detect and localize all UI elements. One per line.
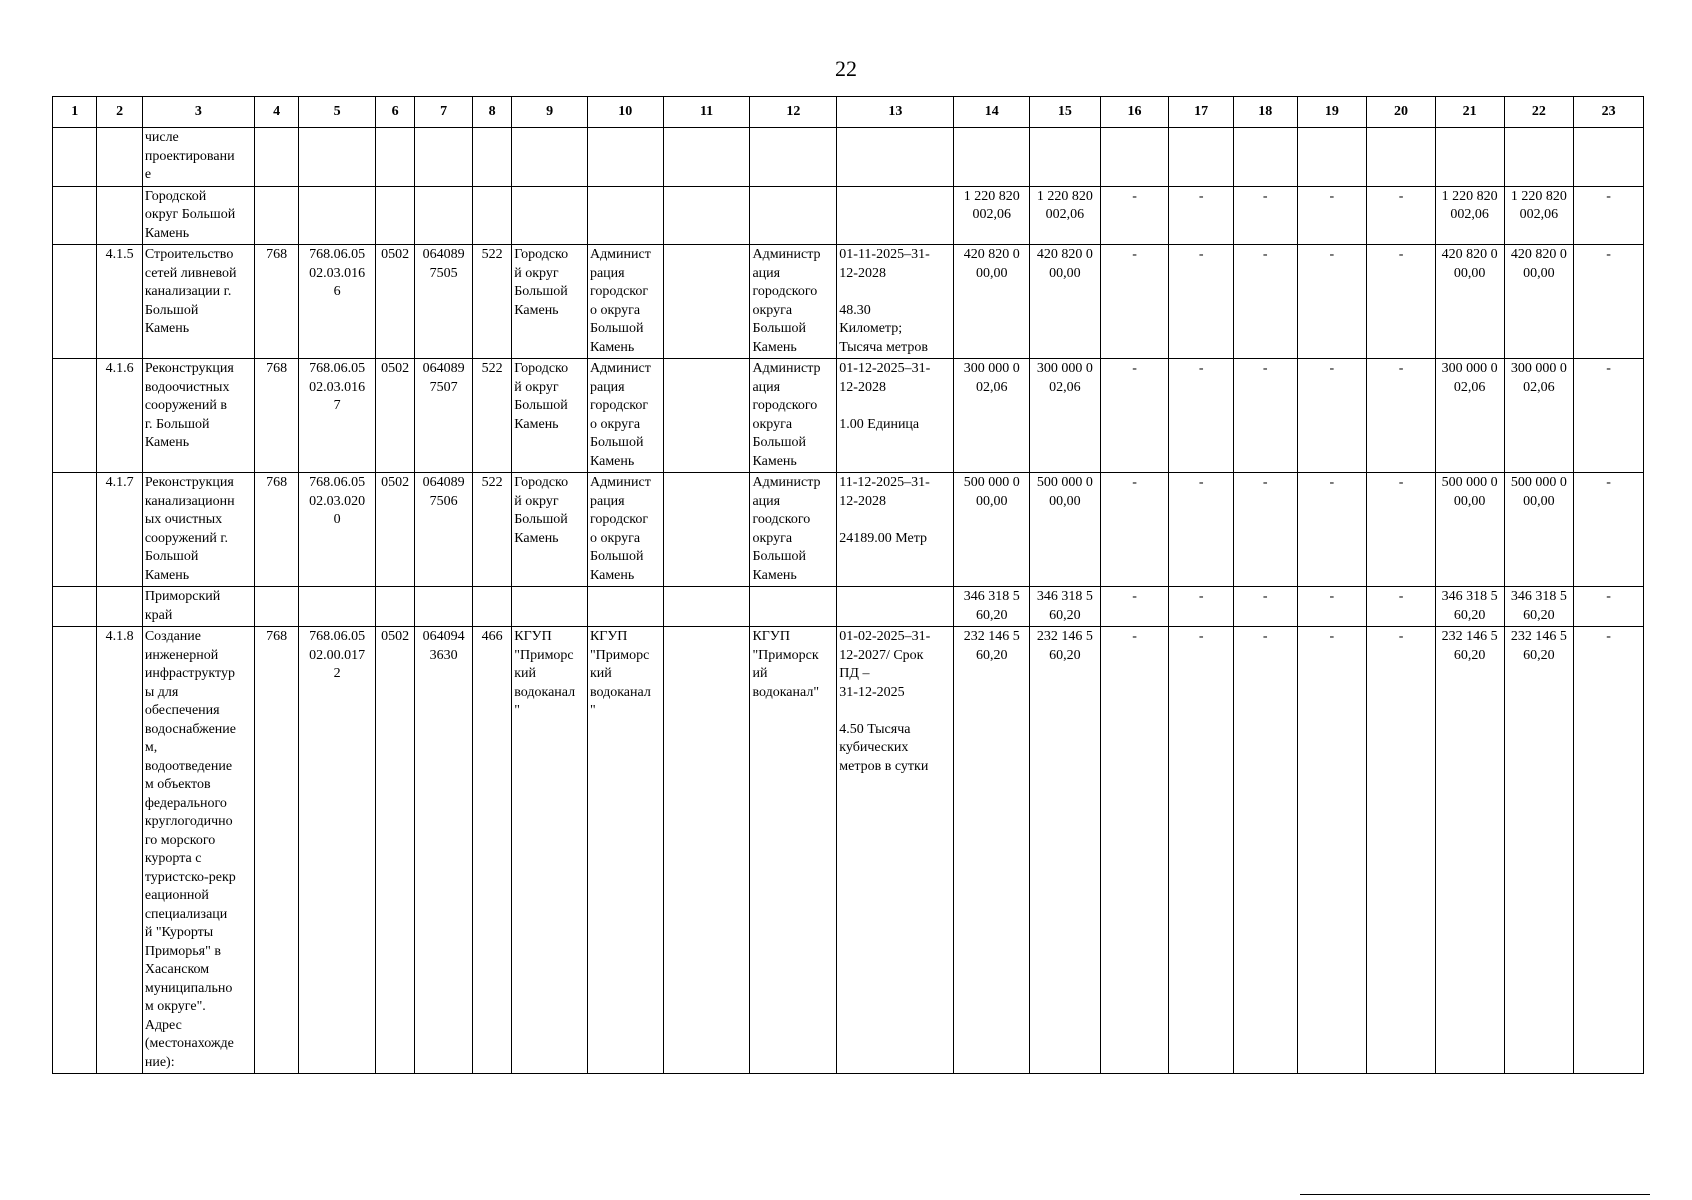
table-cell-col-11 [663,128,750,187]
table-row [53,473,1644,587]
table-cell-col-11 [663,245,750,359]
table-cell-col-8 [472,128,511,187]
table-cell-col-10: Админист рация городског о округа Большой Камень [587,359,663,473]
table-cell-col-15: 500 000 0 00,00 [1030,473,1101,587]
table-cell-col-9 [512,587,588,627]
table-cell-col-19: - [1297,359,1367,473]
column-header-10: 10 [587,97,663,128]
table-cell-col-6 [376,186,415,245]
table-cell-col-3: числе проектировани е [142,128,254,187]
table-cell-col-7 [415,186,473,245]
column-header-20: 20 [1367,97,1436,128]
footer-line [1300,1194,1650,1195]
table-cell-col-10: Админист рация городског о округа Большой Камень [587,245,663,359]
column-header-1: 1 [53,97,97,128]
table-cell-col-9: КГУП "Приморс кий водоканал " [512,627,588,1074]
table-cell-col-16: - [1100,186,1169,245]
table-cell-col-9: Городско й округ Большой Камень [512,245,588,359]
table-cell-col-1 [53,186,97,245]
table-cell-col-16: - [1100,587,1169,627]
table-cell-col-18 [1233,128,1297,187]
table-cell-col-12 [750,587,837,627]
table-cell-col-22: 300 000 0 02,06 [1504,359,1574,473]
table-cell-col-4: 768 [254,245,298,359]
table-cell-col-8 [472,587,511,627]
table-cell-col-6: 0502 [376,359,415,473]
table-cell-col-3: Приморский край [142,587,254,627]
table-cell-col-15: 346 318 5 60,20 [1030,587,1101,627]
table-cell-col-14: 1 220 820 002,06 [954,186,1030,245]
table-cell-col-10 [587,587,663,627]
table-cell-col-13 [837,587,954,627]
table-cell-col-22: 500 000 0 00,00 [1504,473,1574,587]
table-cell-col-17: - [1169,245,1234,359]
table-cell-col-11 [663,186,750,245]
table-cell-col-3: Реконструкция канализационн ых очистных сооружений г. Большой Камень [142,473,254,587]
table-cell-col-13: 01-12-2025–31- 12-2028 1.00 Единица [837,359,954,473]
table-cell-col-10 [587,186,663,245]
column-header-4: 4 [254,97,298,128]
table-cell-col-14 [954,128,1030,187]
table-cell-col-10: Админист рация городског о округа Большой Камень [587,473,663,587]
table-cell-col-17: - [1169,473,1234,587]
table-cell-col-2: 4.1.5 [97,245,142,359]
table-cell-col-6 [376,128,415,187]
table-cell-col-1 [53,587,97,627]
table-cell-col-1 [53,245,97,359]
table-cell-col-20: - [1367,627,1436,1074]
table-cell-col-8: 522 [472,245,511,359]
table-cell-col-16: - [1100,359,1169,473]
table-cell-col-8: 522 [472,359,511,473]
table-cell-col-3: Городской округ Большой Камень [142,186,254,245]
table-cell-col-5: 768.06.05 02.03.016 7 [299,359,376,473]
table-cell-col-15: 232 146 5 60,20 [1030,627,1101,1074]
table-cell-col-2 [97,186,142,245]
table-cell-col-23: - [1574,245,1644,359]
table-cell-col-2 [97,128,142,187]
table-cell-col-17: - [1169,587,1234,627]
column-header-23: 23 [1574,97,1644,128]
column-header-9: 9 [512,97,588,128]
table-cell-col-5 [299,128,376,187]
table-cell-col-11 [663,587,750,627]
table-cell-col-20: - [1367,473,1436,587]
table-cell-col-13 [837,128,954,187]
table-cell-col-5: 768.06.05 02.03.020 0 [299,473,376,587]
table-cell-col-8 [472,186,511,245]
table-cell-col-4 [254,186,298,245]
table-cell-col-16: - [1100,627,1169,1074]
column-header-18: 18 [1233,97,1297,128]
table-cell-col-15 [1030,128,1101,187]
column-header-7: 7 [415,97,473,128]
table-cell-col-5: 768.06.05 02.00.017 2 [299,627,376,1074]
table-cell-col-23 [1574,128,1644,187]
table-cell-col-13: 01-11-2025–31- 12-2028 48.30 Километр; Тысяча метров [837,245,954,359]
column-header-2: 2 [97,97,142,128]
table-cell-col-19: - [1297,473,1367,587]
table-cell-col-19: - [1297,587,1367,627]
table-cell-col-9: Городско й округ Большой Камень [512,473,588,587]
table-cell-col-7: 064089 7505 [415,245,473,359]
column-header-5: 5 [299,97,376,128]
table-cell-col-20 [1367,128,1436,187]
table-cell-col-8: 466 [472,627,511,1074]
table-cell-col-3: Реконструкция водоочистных сооружений в г. Большой Камень [142,359,254,473]
table-cell-col-2: 4.1.7 [97,473,142,587]
table-cell-col-18: - [1233,186,1297,245]
table-cell-col-16 [1100,128,1169,187]
column-header-11: 11 [663,97,750,128]
table-cell-col-22 [1504,128,1574,187]
table-cell-col-4: 768 [254,627,298,1074]
table-cell-col-6: 0502 [376,473,415,587]
column-header-13: 13 [837,97,954,128]
table-cell-col-5: 768.06.05 02.03.016 6 [299,245,376,359]
table-cell-col-23: - [1574,359,1644,473]
table-cell-col-12 [750,128,837,187]
column-header-17: 17 [1169,97,1234,128]
table-cell-col-6: 0502 [376,627,415,1074]
table-cell-col-17: - [1169,186,1234,245]
table-cell-col-12 [750,186,837,245]
table-row [53,186,1644,245]
table-cell-col-18: - [1233,245,1297,359]
table-cell-col-9 [512,128,588,187]
table-row [53,359,1644,473]
column-header-8: 8 [472,97,511,128]
table-cell-col-22: 420 820 0 00,00 [1504,245,1574,359]
column-header-16: 16 [1100,97,1169,128]
table-cell-col-5 [299,587,376,627]
table-cell-col-21: 500 000 0 00,00 [1435,473,1504,587]
table-cell-col-3: Создание инженерной инфраструктур ы для обеспечения водоснабжение м, водоотведение м объектов федерального круглогодично го морского курорта с туристско-рекр еационной специализаци й "Курорты Приморья" в Хасанском муниципально м округе". Адрес (местонахожде ние): [142,627,254,1074]
table-cell-col-21: 346 318 5 60,20 [1435,587,1504,627]
table-cell-col-12: Администр ация городского округа Большой Камень [750,245,837,359]
table-cell-col-20: - [1367,245,1436,359]
table-cell-col-18: - [1233,587,1297,627]
table-cell-col-1 [53,128,97,187]
column-header-21: 21 [1435,97,1504,128]
table-cell-col-19: - [1297,627,1367,1074]
table-cell-col-11 [663,627,750,1074]
table-cell-col-20: - [1367,359,1436,473]
table-cell-col-18: - [1233,359,1297,473]
table-cell-col-19: - [1297,186,1367,245]
table-row [53,627,1644,1074]
table-cell-col-19: - [1297,245,1367,359]
table-cell-col-13: 11-12-2025–31- 12-2028 24189.00 Метр [837,473,954,587]
table-row [53,245,1644,359]
table-row [53,128,1644,187]
table-cell-col-4 [254,128,298,187]
table-cell-col-15: 300 000 0 02,06 [1030,359,1101,473]
table-cell-col-11 [663,473,750,587]
table-cell-col-9: Городско й округ Большой Камень [512,359,588,473]
table-cell-col-14: 300 000 0 02,06 [954,359,1030,473]
table-cell-col-15: 420 820 0 00,00 [1030,245,1101,359]
table-cell-col-14: 500 000 0 00,00 [954,473,1030,587]
table-cell-col-7 [415,587,473,627]
table-cell-col-14: 420 820 0 00,00 [954,245,1030,359]
table-cell-col-16: - [1100,473,1169,587]
column-header-22: 22 [1504,97,1574,128]
table-cell-col-2: 4.1.6 [97,359,142,473]
table-cell-col-10 [587,128,663,187]
table-cell-col-7 [415,128,473,187]
table-cell-col-16: - [1100,245,1169,359]
table-cell-col-4: 768 [254,359,298,473]
table-cell-col-18: - [1233,473,1297,587]
table-cell-col-23: - [1574,186,1644,245]
table-cell-col-3: Строительство сетей ливневой канализации г. Большой Камень [142,245,254,359]
table-cell-col-12: КГУП "Приморск ий водоканал" [750,627,837,1074]
table-cell-col-21: 300 000 0 02,06 [1435,359,1504,473]
page-number: 22 [835,56,857,81]
table-cell-col-22: 346 318 5 60,20 [1504,587,1574,627]
column-header-3: 3 [142,97,254,128]
column-header-14: 14 [954,97,1030,128]
table-cell-col-10: КГУП "Приморс кий водоканал " [587,627,663,1074]
table-cell-col-8: 522 [472,473,511,587]
table-cell-col-17: - [1169,627,1234,1074]
table-cell-col-18: - [1233,627,1297,1074]
header-row [53,97,1644,128]
table-cell-col-21: 232 146 5 60,20 [1435,627,1504,1074]
table-cell-col-20: - [1367,587,1436,627]
financing-table [52,96,1644,1074]
table-cell-col-17 [1169,128,1234,187]
table-cell-col-6: 0502 [376,245,415,359]
column-header-6: 6 [376,97,415,128]
table-cell-col-7: 064089 7507 [415,359,473,473]
table-cell-col-1 [53,473,97,587]
table-cell-col-21: 1 220 820 002,06 [1435,186,1504,245]
table-cell-col-9 [512,186,588,245]
table-cell-col-1 [53,359,97,473]
table-cell-col-14: 346 318 5 60,20 [954,587,1030,627]
table-cell-col-21: 420 820 0 00,00 [1435,245,1504,359]
table-cell-col-23: - [1574,473,1644,587]
table-cell-col-2: 4.1.8 [97,627,142,1074]
table-cell-col-20: - [1367,186,1436,245]
table-cell-col-6 [376,587,415,627]
table-cell-col-22: 1 220 820 002,06 [1504,186,1574,245]
table-cell-col-11 [663,359,750,473]
table-cell-col-23: - [1574,627,1644,1074]
table-cell-col-13 [837,186,954,245]
table-cell-col-17: - [1169,359,1234,473]
table-cell-col-23: - [1574,587,1644,627]
table-cell-col-14: 232 146 5 60,20 [954,627,1030,1074]
table-cell-col-2 [97,587,142,627]
column-header-15: 15 [1030,97,1101,128]
table-cell-col-13: 01-02-2025–31- 12-2027/ Срок ПД – 31-12-2025 4.50 Тысяча кубических метров в сутки [837,627,954,1074]
table-cell-col-12: Администр ация городского округа Большой Камень [750,359,837,473]
table-cell-col-7: 064089 7506 [415,473,473,587]
table-cell-col-4: 768 [254,473,298,587]
table-cell-col-19 [1297,128,1367,187]
table-cell-col-1 [53,627,97,1074]
table-row [53,587,1644,627]
table-cell-col-21 [1435,128,1504,187]
table-cell-col-15: 1 220 820 002,06 [1030,186,1101,245]
table-cell-col-5 [299,186,376,245]
table-cell-col-7: 064094 3630 [415,627,473,1074]
column-header-19: 19 [1297,97,1367,128]
table-cell-col-22: 232 146 5 60,20 [1504,627,1574,1074]
table-cell-col-12: Администр ация гоодского округа Большой Камень [750,473,837,587]
table-cell-col-4 [254,587,298,627]
column-header-12: 12 [750,97,837,128]
